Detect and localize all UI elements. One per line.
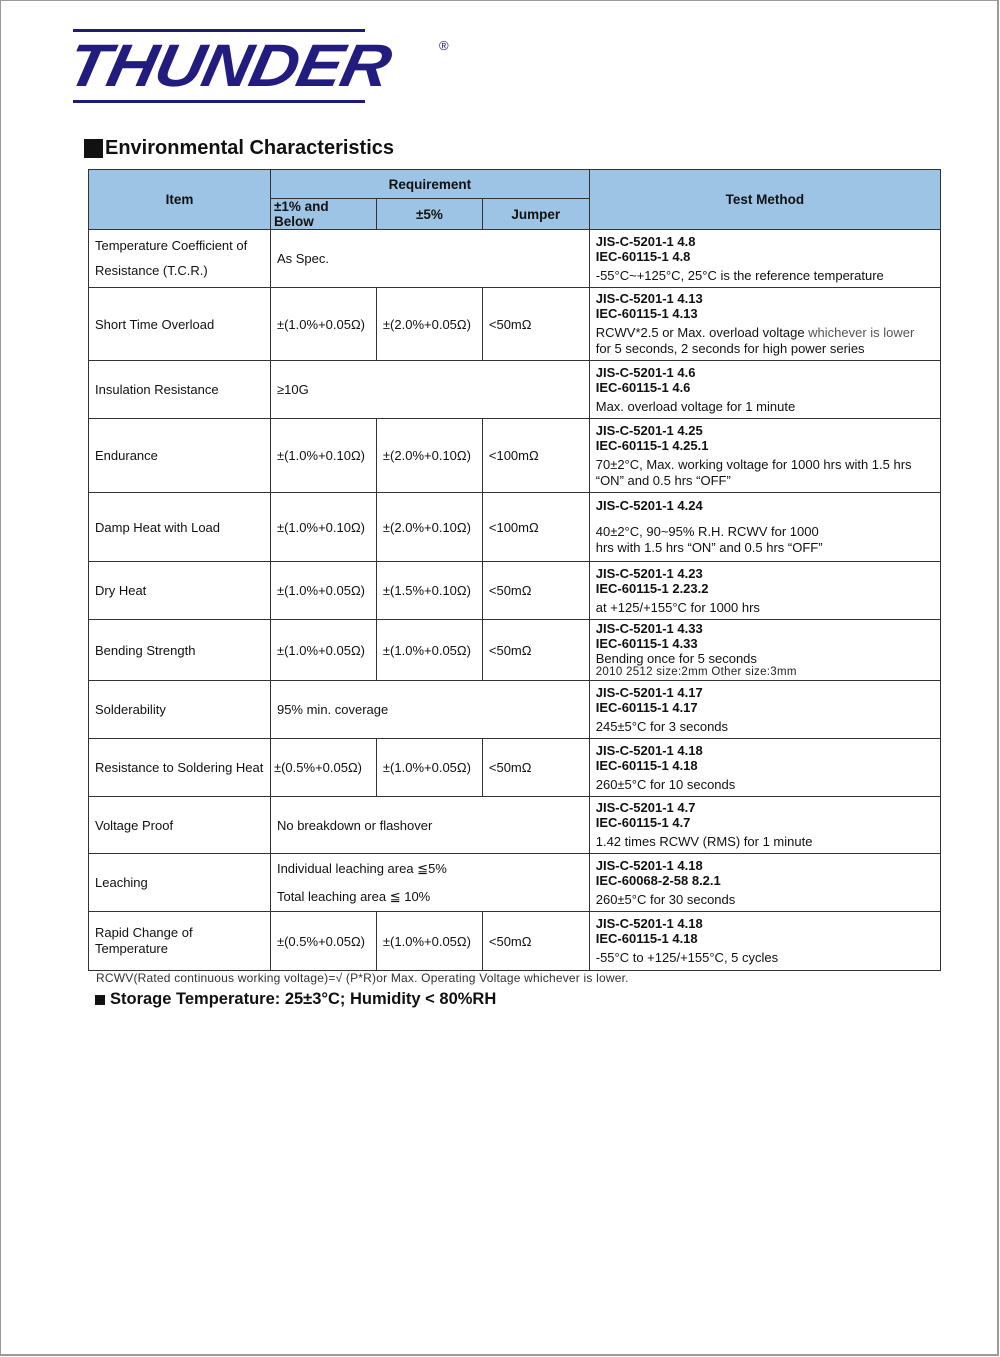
black-square-bullet-icon	[95, 995, 105, 1005]
req-jumper-cell: <100mΩ	[482, 493, 589, 562]
section-title-text: Environmental Characteristics	[105, 137, 394, 159]
item-cell: Resistance to Soldering Heat	[89, 739, 271, 797]
table-row	[89, 230, 941, 288]
item-cell: Endurance	[89, 419, 271, 493]
requirement-cell: ≥10G	[270, 361, 589, 419]
test-method-cell: JIS-C-5201-1 4.24 40±2°C, 90~95% R.H. RCWV for 1000 hrs with 1.5 hrs “ON” and 0.5 hrs “OFF”	[589, 493, 940, 562]
item-cell: Solderability	[89, 681, 271, 739]
item-cell: Dry Heat	[89, 562, 271, 620]
item-cell: Damp Heat with Load	[89, 493, 271, 562]
header-5pct: ±5%	[376, 199, 482, 230]
test-method-cell: JIS-C-5201-1 4.7 IEC-60115-1 4.7 1.42 times RCWV (RMS) for 1 minute	[589, 797, 940, 854]
environmental-characteristics-table	[88, 169, 941, 971]
req-1pct-cell: ±(1.0%+0.10Ω)	[270, 493, 376, 562]
item-cell: Rapid Change of Temperature	[89, 912, 271, 971]
item-cell: Temperature Coefficient of Resistance (T.C.R.)	[89, 230, 271, 288]
req-1pct-cell: ±(1.0%+0.10Ω)	[270, 419, 376, 493]
req-jumper-cell: <50mΩ	[482, 562, 589, 620]
test-method-cell: JIS-C-5201-1 4.23 IEC-60115-1 2.23.2 at +125/+155°C for 1000 hrs	[589, 562, 940, 620]
req-5pct-cell: ±(2.0%+0.10Ω)	[376, 419, 482, 493]
item-cell: Leaching	[89, 854, 271, 912]
test-method-cell: JIS-C-5201-1 4.13 IEC-60115-1 4.13 RCWV*2.5 or Max. overload voltage whichever is lower for 5 seconds, 2 seconds for high power series	[589, 288, 940, 361]
req-1pct-cell: ±(1.0%+0.05Ω)	[270, 620, 376, 681]
rcwv-footnote: RCWV(Rated continuous working voltage)=√ (P*R)or Max. Operating Voltage whichever is lower.	[96, 971, 629, 985]
test-method-cell: JIS-C-5201-1 4.33 IEC-60115-1 4.33 Bending once for 5 seconds 2010 2512 size:2mm Other size:3mm	[589, 620, 940, 681]
requirement-cell: 95% min. coverage	[270, 681, 589, 739]
req-1pct-cell: ±(1.0%+0.05Ω)	[270, 288, 376, 361]
req-5pct-cell: ±(1.5%+0.10Ω)	[376, 562, 482, 620]
header-item: Item	[89, 170, 271, 230]
item-cell: Voltage Proof	[89, 797, 271, 854]
table-row	[89, 288, 941, 361]
table-row	[89, 419, 941, 493]
header-row	[89, 170, 941, 199]
table-row	[89, 797, 941, 854]
requirement-cell: Individual leaching area ≦5% Total leaching area ≦ 10%	[270, 854, 589, 912]
black-square-bullet-icon	[84, 139, 103, 158]
req-jumper-cell: <50mΩ	[482, 620, 589, 681]
header-1pct: ±1% and Below	[270, 199, 376, 230]
req-jumper-cell: <50mΩ	[482, 288, 589, 361]
req-5pct-cell: ±(1.0%+0.05Ω)	[376, 912, 482, 971]
test-method-cell: JIS-C-5201-1 4.18 IEC-60115-1 4.18 260±5°C for 10 seconds	[589, 739, 940, 797]
req-jumper-cell: <100mΩ	[482, 419, 589, 493]
req-5pct-cell: ±(1.0%+0.05Ω)	[376, 620, 482, 681]
header-jumper: Jumper	[482, 199, 589, 230]
table-row	[89, 361, 941, 419]
header-test-method: Test Method	[589, 170, 940, 230]
table-row	[89, 681, 941, 739]
logo-wordmark: THUNDER	[61, 32, 397, 99]
req-5pct-cell: ±(2.0%+0.10Ω)	[376, 493, 482, 562]
test-method-cell: JIS-C-5201-1 4.18 IEC-60115-1 4.18 -55°C to +125/+155°C, 5 cycles	[589, 912, 940, 971]
registered-mark-icon: ®	[439, 38, 449, 53]
item-cell: Bending Strength	[89, 620, 271, 681]
item-cell: Insulation Resistance	[89, 361, 271, 419]
section-title	[84, 137, 394, 160]
thunder-logo	[61, 29, 449, 105]
test-method-cell: JIS-C-5201-1 4.25 IEC-60115-1 4.25.1 70±2°C, Max. working voltage for 1000 hrs with 1.5 hrs “ON” and 0.5 hrs “OFF”	[589, 419, 940, 493]
requirement-cell: As Spec.	[270, 230, 589, 288]
storage-text: Storage Temperature: 25±3°C; Humidity < 80%RH	[110, 990, 497, 1008]
item-cell: Short Time Overload	[89, 288, 271, 361]
req-1pct-cell: ±(0.5%+0.05Ω)	[270, 912, 376, 971]
req-5pct-cell: ±(2.0%+0.05Ω)	[376, 288, 482, 361]
table-row	[89, 739, 941, 797]
logo-bottom-rule	[73, 100, 365, 103]
test-method-cell: JIS-C-5201-1 4.8 IEC-60115-1 4.8 -55°C~+125°C, 25°C is the reference temperature	[589, 230, 940, 288]
req-1pct-cell: ±(1.0%+0.05Ω)	[270, 562, 376, 620]
req-jumper-cell: <50mΩ	[482, 912, 589, 971]
req-jumper-cell: <50mΩ	[482, 739, 589, 797]
table-row	[89, 854, 941, 912]
test-method-cell: JIS-C-5201-1 4.17 IEC-60115-1 4.17 245±5°C for 3 seconds	[589, 681, 940, 739]
req-1pct-cell: ±(0.5%+0.05Ω)	[270, 739, 376, 797]
req-5pct-cell: ±(1.0%+0.05Ω)	[376, 739, 482, 797]
table-row	[89, 912, 941, 971]
table-row	[89, 562, 941, 620]
requirement-cell: No breakdown or flashover	[270, 797, 589, 854]
header-requirement: Requirement	[270, 170, 589, 199]
storage-conditions	[95, 990, 496, 1009]
table-row	[89, 493, 941, 562]
table-row	[89, 620, 941, 681]
test-method-cell: JIS-C-5201-1 4.18 IEC-60068-2-58 8.2.1 260±5°C for 30 seconds	[589, 854, 940, 912]
test-method-cell: JIS-C-5201-1 4.6 IEC-60115-1 4.6 Max. overload voltage for 1 minute	[589, 361, 940, 419]
